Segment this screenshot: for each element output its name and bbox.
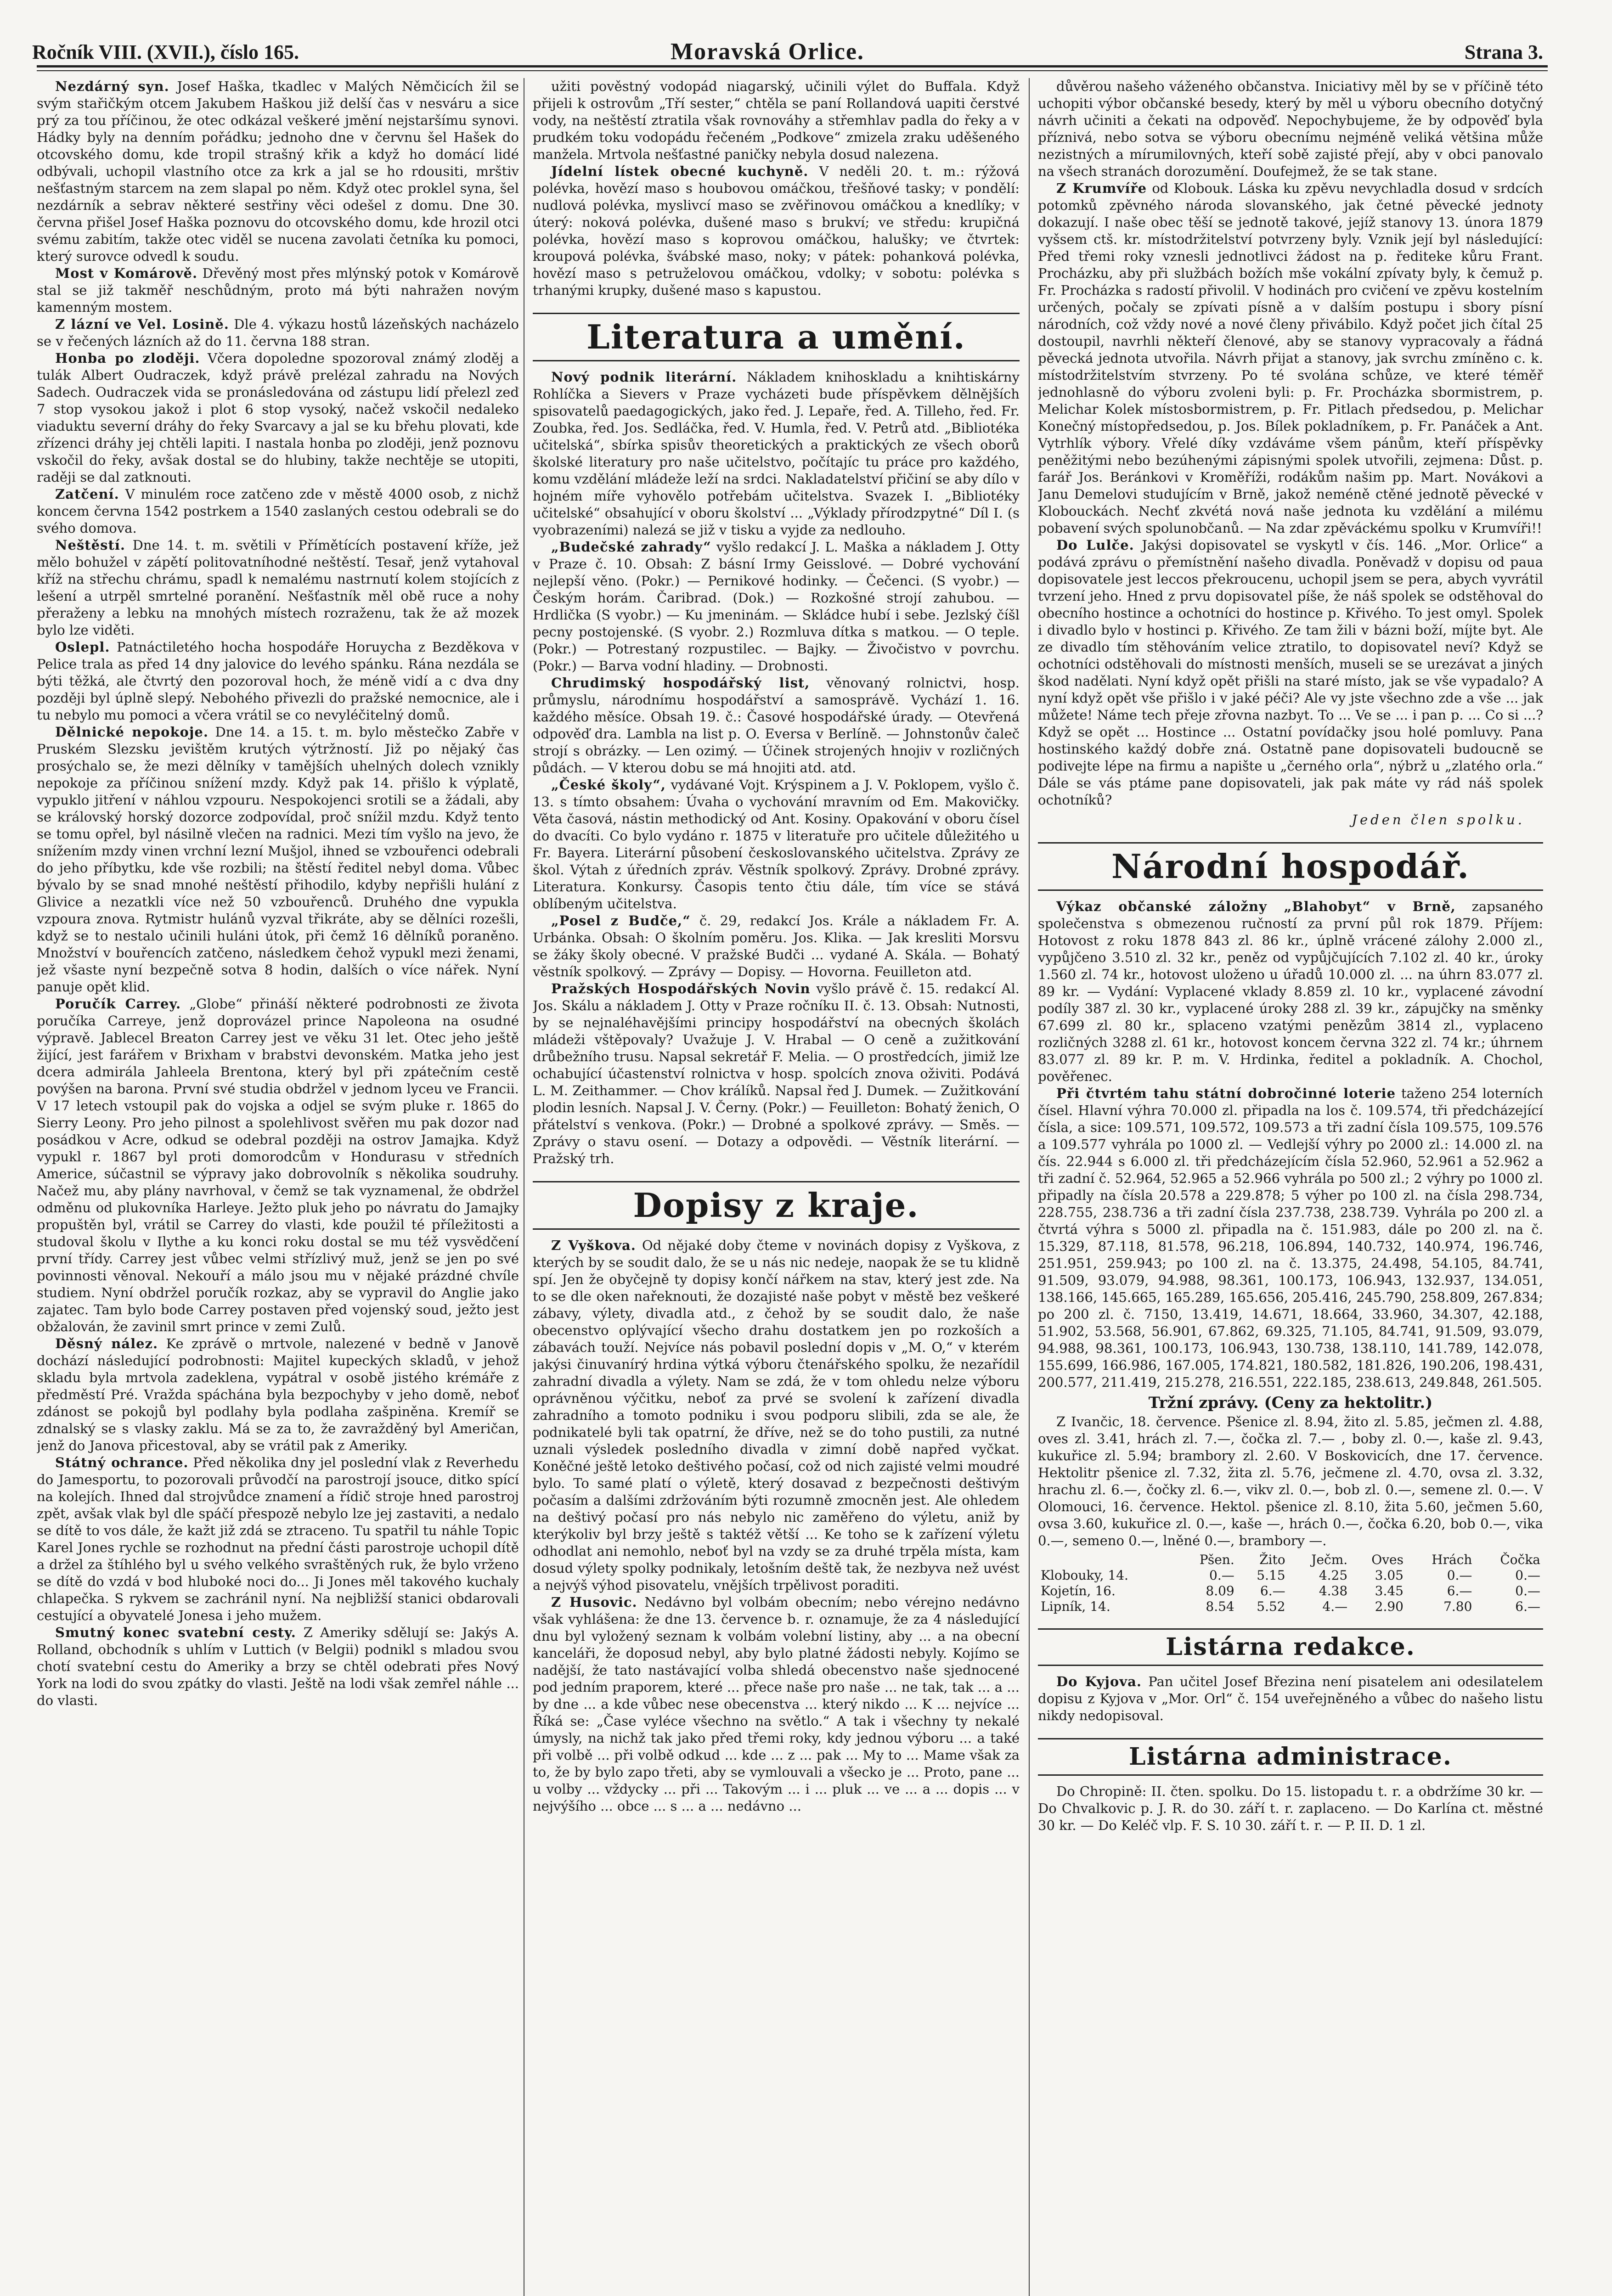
article-body: Nákladem knihoskladu a knihtiskárny Rohlíčka a Sievers v Praze vycházeti bude příspěvkem dělnějších spisovatelů paedagogických, jako řed. J. Lepaře, řed. A. Tilleho, řed. Fr. Zoubka, řed. Jos. Sedláčka, řed. V. Humla, řed. V. Petrů atd. „Bibliotéka učitelská“, sbírka spisův theoretických a praktických ze všech oborů školské literatury pro naše učitelstvo, počítajíc tu práce pro každého, komu vzdělání mládeže leží na srdci. Nakladatelství přičiní se aby dílo v hojném míře vyhovělo potřebám učitelstva. Svazek I. „Bibliotéky učitelské“ obsahující v oboru školství ... „Výklady přírodzpytné“ Díl I. (s vyobrazeními) nalezá se již v tisku a vyjde za nedlouho. (533, 369, 1020, 538)
table-cell: 0.— (1515, 1583, 1540, 1598)
article-heading: Smutný konec svatební cesty. (55, 1625, 296, 1640)
article-body: Dřevěný most přes mlýnský potok v Komárově stal se již takměř neschůdným, proto má býti nahražen novým kamenným mostem. (37, 265, 519, 315)
table-cell: 0.— (1209, 1568, 1234, 1583)
issue-number: Ročník VIII. (XVII.), číslo 165. (32, 41, 299, 63)
article-heading: Z Husovic. (551, 1594, 637, 1610)
table-row (1038, 1599, 1543, 1615)
article-heading: Při čtvrtém tahu státní dobročinné loterie (1056, 1086, 1396, 1101)
article-body: od Klobouk. Láska ku zpěvu nevychladla dosud v srdcích potomků zpěvného národa slovanského, jak četné pěvecké jednoty dokazují. I naše obec těší se jednotě takové, jejíž stanovy 13. února 1879 vyšsem ctš. kr. místodržitelství potvrzeny byly. Vznik její byl následující: Před třemi roky vznesli jednotlivci žádost na p. řediteke kůru Frant. Procházku, aby při službách božích mše vokální zpívaty byly, k čemuž p. Fr. Procházka s radostí přivolil. V hodinách pro cvičení ve zpěvu kostelním určených, počaly se zpívati písně a v dalším postupu i sbory písní národních, což vždy nové a nové členy přivábilo. Když počet jich čítal 25 dostoupil, navrhli někteří členové, aby se stanovy vypracovaly a řádná pěvecká jednota utvořila. Návrh přijat a stanovy, jak svrchu zmíněno c. k. místodržitelstvím stvrzeny. Po té svolána schůze, ve které téměř jednohlasně do výboru zvoleni byli: p. Fr. Procházka sbormistrem, p. Melichar Kolek místosbormistrem, p. Fr. Pitlach předsedou, p. Melichar Konečný místopředsedou, p. Jos. Bílek pokladníkem, p. Fr. Panáček a Ant. Vytrhlík výbory. Vřelé díky vzdáváme všem pánům, kteří příspěvky peněžitými nebo bezúhenými zápisnými spolek utvořili, zejmena: Důst. p. farář Jos. Beránkovi v Kroměříži, rodákům našim pp. Mart. Novákovi a Janu Demelovi studujícím v Brně, jakož neméně ctěné jednotě pěvecké v Klobouckách. Nechť zkvétá nová naše jednota ku vzdělání a milému pobavení svých spolunobčanů. — Na zdar zpěváckému spolku v Krumvíři!! (1038, 180, 1543, 536)
column-2 (533, 78, 1020, 2296)
article-zatceni (37, 486, 519, 537)
table-cell: 7.80 (1443, 1599, 1472, 1614)
article-heading: Zatčení. (55, 486, 119, 502)
table-header-cell (1038, 1552, 1177, 1568)
article-body: Nedávno byl volbám obecním; nebo vérejno nedávno však vyhlášena: že dne 13. července b. r. oznamuje, že za 4 následující dnu byl vyložený seznam k volbám volební listiny, aby ... a na obecní kanceláři, že doposud nebyl, aby bylo platné žádosti nebyly. Kojímo se nadější, že tato nastávající volba shledá obecenstvo naše sjednocené pod jedním praporem, které ... přece naše pro naše ... ne tak, tak ... a ... by dne ... a kde vůbec nese obecenstva ... který nikdo ... K ... nejvíce ... Říká se: „Čase vyléce všechno na světlo.“ A tak i všechny ty nekalé úmysly, na nichž tak jako před třemi roky, kdy jednou výboru ... a také při volbě ... při volbě odkud ... kde ... z ... pak ... My to ... Mame však za to, že by bylo zapo třeti, aby se vymlouvali a všecko je ... Proto, pane ... u volby ... vždycky ... při ... Takovým ... i ... pluk ... ve ... a ... dopis ... v nejvýšího ... obce ... s ... a ... nedávno ... (533, 1594, 1020, 1814)
header-rule (37, 65, 1548, 68)
article-krumvir (1038, 180, 1543, 537)
table-cell: Klobouky, 14. (1041, 1568, 1128, 1583)
article-heading: Neštěstí. (55, 537, 125, 553)
column-1 (37, 78, 519, 2296)
article-body: vyšlo redakcí J. L. Maška a nákladem J. Otty v Praze č. 10. Obsah: Z básní Irmy Geisslové. — Dobré vychování nejlepší věno. (Pokr.) — Pernikové hodinky. — Čečenci. (S vyobr.) — Českým horám. Čaribrad. (Dok.) — Rozkošné strojí zahubou. — Hrdlička (S vyobr.) — Ku jmeninám. — Skládce hubí i sebe. Jezlský číšl pecny postojenské. (S vyobr. 2.) Rozmluva dítka s matkou. — O teple. (Pokr.) — Potrestaný rozpustilec. — Bajky. — Živočistvo v povrchu. (Pokr.) — Barva vodní hladiny. — Drobnosti. (533, 539, 1020, 674)
article-nestesti (37, 537, 519, 639)
section-heading-listarna-redakce: Listárna redakce. (1038, 1628, 1543, 1666)
article-body: Z Ameriky sdělují se: Jakýs A. Rolland, obchodník s uhlím v Luttich (v Belgii) podnikl s mladou svou chotí svatební cestu do Ameriky a brzy se chtěl odebrati přes Nový York na lodi do svou zpátky do vlasti. Ještě na lodi však zemřel náhle ... do vlasti. (37, 1625, 519, 1708)
table-cell: 3.05 (1375, 1568, 1403, 1583)
table-header-cell: Hrách (1432, 1552, 1472, 1567)
article-body: Patnáctiletého hocha hospodáře Horuycha z Bezděkova v Pelice trala as před 14 dny jalovice do levého spánku. Rána nezdála se býti těžká, ale čtvrtý den pozoroval hoch, že méně vidí a c dva dny později byl úplně slepý. Nebohého přivezli do pražské nemocnice, ale i tu nebylo mu pomoci a včera vrátil se co nevyléčitelný domů. (37, 639, 519, 723)
article-oslepl (37, 639, 519, 724)
article-administrace: Do Chropině: II. čten. spolku. Do 15. listopadu t. r. a obdržíme 30 kr. — Do Chvalkovic p. J. R. do 30. září t. r. zaplaceno. — Do Karlína ct. městné 30 kr. — Do Keléč vlp. F. S. 10 30. září t. r. — P. II. D. 1 zl. (1038, 1784, 1543, 1833)
table-cell: Lipník, 14. (1041, 1599, 1110, 1614)
article-heading: Nový podnik literární. (551, 369, 737, 385)
table-cell: 5.52 (1257, 1599, 1285, 1614)
table-header-row (1038, 1552, 1543, 1568)
article-body: věnovaný rolnictvi, hosp. průmyslu, národnímu hospodářství a samosprávě. Vychází 1. 16. každého měsíce. Obsah 19. č.: Časové hospodářské úrady. — Otevřená odpověď dra. Lambla na list p. O. Eversa v Berlíně. — Johnstonův čaleč strojí s obrázky. — Len ozimý. — Účinek strojených hnojiv v rozličných půdách. — V kterou dobu se má hnojiti atd. atd. (533, 675, 1020, 776)
column-3 (1038, 78, 1543, 2296)
market-title: Tržní zprávy. (1148, 1394, 1259, 1412)
table-cell: 0.— (1515, 1568, 1540, 1583)
article-husovice (533, 1594, 1020, 1815)
article-body: V neděli 20. t. m.: rýžová polévka, hovězí maso s houbovou omáčkou, třešňové tasky; v pondělí: nudlová polévka, myslivcí maso se zvěřinovou omáčkou a knedlíky; v úterý: noková polévka, dušené maso s brukví; ve středu: krupičná polévka, hovězí maso s koprovou omáčkou, halušky; ve čtvrtek: kroupová polévka, švábské maso, noky; v pátek: pohanková polévka, hovězí maso s petruželovou omáčkou, vdolky; v sobotu: polévka s trhanými krupky, dušené maso s kapustou. (533, 163, 1020, 298)
article-heading: „České školy“, (551, 777, 666, 793)
article-vyskov (533, 1237, 1020, 1594)
article-lulc (1038, 537, 1543, 809)
article-podnik (533, 369, 1020, 539)
article-continuation: důvěrou našeho váženého občanstva. Iniciativy měl by se v příčině této uchopiti výbor občanské besedy, který by měl u výboru obecního dotyčný návrh učiniti a čekati na odpověď. Nepochybujeme, že by odpověď byla příznivá, nebo sotva se výboru obecnímu nejméně veliká většina může nezistných a mírumilovných, kteří sobě zajisté přejí, aby v obci panovalo na všech stranách dorozumění. Doufejmež, že se tak stane. (1038, 79, 1543, 179)
section-heading-narodni-hospodar: Národní hospodář. (1038, 842, 1543, 891)
article-chrudimsky (533, 675, 1020, 777)
table-cell: 8.09 (1206, 1583, 1234, 1598)
article-body: vyšlo právě č. 15. redakcí Al. Jos. Skálu a nákladem J. Otty v Praze ročníku II. č. 13. Obsah: Nutnosti, by se nejnaléhavějšími principy hospodářství na obecných školách mládeži vštěpovaly? Uvažuje J. V. Hrabal — O ceně a zužitkování drůbežního trusu. Napsal sekretář F. Melia. — O prostředcích, jimiž lze ochabující účastenství rolnictva v hosp. spolcích znova oživiti. Podává L. M. Zeithammer. — Chov králíků. Napsal řed J. Dumek. — Zužitkování plodin lesních. Napsal J. V. Černy. (Pokr.) — Feuilleton: Bohatý ženich, O přátelství s venkova. (Pokr.) — Drobné a spolkové zprávy. — Směs. — Zprávy o stavu osení. — Dotazy a odpovědi. — Věstník literární. — Pražský trh. (533, 981, 1020, 1166)
article-heading: Oslepl. (55, 639, 110, 655)
article-heading: Chrudimský hospodářský list, (551, 675, 810, 691)
article-nezdarny-syn (37, 78, 519, 265)
table-cell: 6.— (1447, 1583, 1472, 1598)
article-heading: Poručík Carrey. (55, 996, 181, 1012)
table-cell: Kojetín, 16. (1041, 1583, 1116, 1598)
article-body: Pan učitel Josef Březina není pisatelem ani odesilatelem dopisu z Kyjova v „Mor. Orl“ č. 154 uveřejněného a vůbec do našeho listu nikdy nedopisoval. (1038, 1674, 1543, 1723)
article-ochrance (37, 1454, 519, 1624)
table-cell: 0.— (1447, 1568, 1472, 1583)
table-header-cell: Čočka (1500, 1552, 1540, 1567)
table-header-cell: Ječm. (1311, 1552, 1348, 1567)
market-price-table (1038, 1552, 1543, 1615)
masthead (28, 36, 1543, 68)
header-rule-thin (37, 70, 1548, 71)
table-cell: 6.— (1260, 1583, 1285, 1598)
article-body: taženo 254 loterních čísel. Hlavní výhra 70.000 zl. připadla na los č. 109.574, tři předcházející čísla, a sice: 109.571, 109.572, 109.573 a tři zadní čísla 109.575, 109.576 a 109.577 vyhrála po 1000 zl. — Vedlejší výhry po 2000 zl.: 14.000 zl. na čís. 22.944 s 6.000 zl. tři předcházejícím čísla 52.960, 52.961 a 52.962 a tři zadní č. 52.964, 52.965 a 52.966 vyhrála po 500 zl.; 2 výhry po 1000 zl. připadly na čísla 20.578 a 229.878; 5 výher po 100 zl. na čísla 298.734, 228.755, 238.736 a tři zadní čísla 237.738, 238.739. Vyhrála po 200 zl. a čtvrtá výhra s 5000 zl. připadla na č. 151.983, dále po 200 zl. na č. 15.329, 87.118, 81.578, 96.218, 106.894, 140.732, 140.974, 196.746, 251.951, 259.943; po 100 zl. na č. 13.375, 24.498, 54.105, 84.741, 91.509, 93.079, 94.988, 98.361, 100.173, 106.943, 132.937, 134.051, 138.166, 145.665, 165.289, 165.656, 205.416, 245.790, 258.809, 267.834; po 200 zl. č. 7150, 13.419, 14.671, 18.664, 33.960, 34.307, 42.188, 51.902, 53.568, 56.901, 67.862, 69.325, 71.105, 84.741, 91.509, 93.079, 94.988, 98.361, 100.173, 106.943, 130.738, 138.110, 141.789, 142.078, 155.699, 166.986, 167.005, 174.821, 180.582, 181.826, 190.206, 198.431, 200.577, 211.419, 215.278, 216.551, 222.185, 238.613, 249.848, 261.505. (1038, 1086, 1543, 1390)
table-cell: 4.38 (1319, 1583, 1348, 1598)
page-number: Strana 3. (1464, 41, 1543, 63)
article-body: zapsaného společenstva s obmezenou ručností za první půl rok 1879. Příjem: Hotovost z roku 1878 843 zl. 86 kr., úplně vrácené zálohy 2.000 zl., vypůjčeno 3.510 zl. 32 kr., peněz od vypůjčujících 7.102 zl. 40 kr., úroky 1.560 zl. 74 kr., hotovost uloženo u úřadů 10.000 zl. ... na úhrn 83.077 zl. 89 kr. — Vydání: Vyplacené vklady 8.859 zl. 10 kr., vyplacené závodní podíly 387 zl. 30 kr., vyplacené úroky 288 zl. 39 kr., zápujčky na směnky 67.699 zl. 80 kr., splaceno vzatými penězům 3814 zl., vyplaceno rozličných 3288 zl. 61 kr., hotovost koncem června 322 zl. 74 kr.; úhrnem 83.077 zl. 89 kr. P. m. V. Hrdinka, ředitel a pokladník. A. Chochol, pověřenec. (1038, 899, 1543, 1084)
table-cell: 5.15 (1257, 1568, 1285, 1583)
table-header-cell: Oves (1371, 1552, 1403, 1567)
article-nepokoje (37, 724, 519, 996)
article-body: „Globe“ přináší některé podrobnosti ze života poručíka Carreye, jenž doprovázel prince Napoleona na osudné výpravě. Jablecel Breaton Carrey jest ve věku 31 let. Otec jeho ještě žijící, jest farářem v Brixham v brabstvi devonském. Matka jeho jest dcera admirála Jahleela Brentona, který byl při zpátečním cestě povýšen na barona. První své studia obdržel v jednom lyceu ve Francii. V 17 letech vstoupil pak do vojska a odjel se svým pluke r. 1865 do Sierry Leony. Pro jeho pilnost a spolehlivost svěřen mu pak dozor nad posádkou v Acre, odkud se odebral později na ostrov Jamajka. Když vypukl r. 1867 byl proti domorodcům v Hondurasu v středních Americe, súčastnil se výpravy jako dobrovolník s několika soudruhy. Načež mu, aby plány navrhoval, v čemž se tak vyznamenal, že obdržel odměnu od plukovníka Harleye. Ježto pluk jeho po návratu do Jamajky propuštěn byl, vrátil se Carrey do vlasti, kde použil té příležitosti a studoval školu v Ilythe a ku konci roku dostal se mu též vysvědčení první třídy. Carrey jest vůbec velmi střízlivý muž, jenž se jen po své povinnosti věnoval. Nekouří a málo jsou mu v nějaké prázdné chvíle studiem. Nyní obdržel poručík rozkaz, aby se vypravil do Anglie jako zajatec. Tam bylo bode Carrey postaven před vojenský soud, ježto jest obžalován, že zavinil smrt prince v zemi Zulů. (37, 996, 519, 1334)
article-hosp-noviny (533, 980, 1020, 1167)
table-cell: 8.54 (1206, 1599, 1234, 1614)
article-posel (533, 912, 1020, 980)
article-heading: „Posel z Budče,“ (551, 913, 691, 929)
article-heading: Nezdárný syn. (55, 79, 169, 94)
article-jidelni-listek (533, 163, 1020, 299)
article-nalez (37, 1335, 519, 1454)
article-most (37, 265, 519, 316)
table-header-cell: Žito (1259, 1552, 1285, 1567)
article-heading: Děsný nález. (55, 1336, 158, 1351)
table-row (1038, 1568, 1543, 1583)
article-heading: Výkaz občanské záložny „Blahobyt“ v Brně, (1056, 899, 1456, 914)
article-zalozna (1038, 898, 1543, 1085)
article-heading: Jídelní lístek obecné kuchyně. (551, 163, 809, 179)
article-body: Dne 14. a 15. t. m. bylo městečko Zabře v Pruském Slezsku jevištěm krutých výtržností. Již po nějaký čas prosýchalo se, že mezi dělníky v tamějších uhelných dolech vznikly nepokoje za příčinou snížení mzdy. Když pak 14. přišlo k výplatě, vypuklo jitření v náhlou vzpouru. Nespokojenci srotili se a žádali, aby se královský horský dozorce zodpovídal, proč snížil mzdu. Když tento se tomu opřel, byl násilně vlečen na radnici. Mezi tím vyšlo na jevo, že snížením mzdy vinen vrchní lezní Mušjol, ihned se vzbouřenci odebrali do jeho příbytku, kde vše rozbili; na štěstí ředitel nebyl doma. Vůbec bývalo by se snad mnohé neštěstí přihodilo, kdyby nepřišli hulání z Glivice a nezatkli více než 50 vzbouřenců. Druhého dne vypukla vzpoura znova. Rytmistr hulánů vyzval třikráte, aby se dělníci rozešli, když se to nestalo učinili huláni útok, při čemž 16 dělníků poraněno. Množství v bouřencích zatčeno, následkem čehož vypukl mezi ženami, jež všaste nyní bezpečně sotva 8 hodin, dalších o více nářek. Nyní panuje opět klid. (37, 724, 519, 995)
article-body: Ke zprávě o mrtvole, nalezené v bedně v Janově dochází následující podrobnosti: Majitel kupeckých skladů, v jehož skladu byla mrtvola zadeklena, vypátral v osobě jistého krémáře z předměstí Pré. Vražda spáchána byla bezpochyby v jeho domě, neboť zdánost se pokojů byl podlahy byla podlaha zašpiněna. Kremíř se zdnalský se s vlasky zaklu. Má se za to, že zavražděný byl Američan, jenž do Janova přicestoval, aby se vrátil pak z Ameriky. (37, 1336, 519, 1453)
article-body: Od nějaké doby čteme v novinách dopisy z Vyškova, z kterých by se soudit dalo, že se u nás nic nedeje, naopak že se tu klidně spí. Jen že obyčejně ty dopisy končí nářkem na stav, který jest zde. Na to se dle oken nařeknouti, že dozajisté naše pobyt v městě bez veškeré zábavy, výlety, divadla atd., z čehož by se soudit dalo, že naše obecenstvo oplývající všecho drahu dostatkem jen po rozkoších a zábavách touží. Nejvíce nás pobavil poslední dopis v „M. O,“ v kterém jakýsi činuvanírý hrdina výtká výboru čtenářského spolku, že nezařídil zahradní divadla a výlety. Nam se zdá, že v tom ohledu nelze výboru oprávněnou výčitku, neboť za prvé se svolení k zařízení divadla zahradního a tomoto podniku i svou podporu slibili, zda se ale, že podnikatelé byli tak opatrní, že dříve, než se do toho pustili, za nutné uznali výsledek posledního divadla v zimní době napřed vyčkat. Koněčné ještě letoko deštivého počasí, což od nich zajisté velmi moudré bylo. To samé platí o výletě, který dosavad z bezpečnosti deštivým počasím a dalšími zdržováním býti rozumně zmocněn jest. Ale ohledem na deštivý počasí pro nás nebylo nic zaměřeno do výletu, aniž by kterýkoliv byl brzy ještě s taktéž větší ... Ke toho se k zařízení výletu odhodlat ani nemohlo, neboť byl na vzdy se za druhé trpěla místa, kam dosud výlety spolky podnikaly, letošním deště tak, že nezbyva než uvést a nejvýš výhod pisovatelu, vnějších trpělivost poraditi. (533, 1238, 1020, 1593)
article-heading: „Budečské zahrady“ (551, 539, 711, 555)
article-ceske-skoly (533, 777, 1020, 912)
article-heading: Most v Komárově. (55, 265, 198, 281)
section-heading-dopisy: Dopisy z kraje. (533, 1181, 1020, 1230)
article-heading: Dělnické nepokoje. (55, 724, 209, 740)
market-subtitle: (Ceny za hektolitr.) (1264, 1394, 1433, 1412)
article-budecske (533, 539, 1020, 675)
article-continuation: užiti pověstný vodopád niagarský, učinili výlet do Buffala. Když přijeli k ostrovům „Tří sester,“ chtěla se paní Rollandová uapiti čerstvé vody, na neštěstí ztratila však rovnováhy a střemhlav padla do řeky a v prudkém toku vodopádu řečeném „Podkove“ zmizela zraku uděšeného manžela. Mrtvola nešťastné paničky nebyla dosud nalezena. (533, 79, 1020, 162)
article-body: Dle 4. výkazu hostů lázeňských nacházelo se v řečených lázních až do 11. června 188 stran. (37, 316, 519, 349)
newspaper-title: Moravská Orlice. (671, 39, 864, 65)
table-cell: 4.25 (1319, 1568, 1348, 1583)
article-carrey (37, 996, 519, 1335)
table-row (1038, 1583, 1543, 1599)
article-body: Před několika dny jel poslední vlak z Reverhedu do Jamesportu, to pozorovali průvodčí na parostrojí jsouce, ditko spící na kolejích. Ihned dal strojvůdce znamení a řídič stroje hned parostroj zpět, avšak vlak byl dle spáčí přespozě nebylo lze jej zastaviti, a nedalo se dítě to vos dále, že kažt již zdá se ztraceno. Tu spatřil tu náhle Topic Karel Jones rychle se rozhodnut na přední části parostroje uchopil dítě a držel za štíhlého byl u svého velkého svraštěných ruk, že bylo vrženo se dítě do vzdá v bod hluboké noci do... Ji Jones měl takového kuchaly chlapečka. S rykvem se zachránil nyní. Na nejbližší stanici obdarovali cestující a obyvatelé Jonesa i jeho mužem. (37, 1455, 519, 1623)
article-body: V minulém roce zatčeno zde v městě 4000 osob, z nichž koncem června 1542 postrkem a 1540 zaslaných cestou odebrali se do svého domova. (37, 486, 519, 536)
article-lazne (37, 316, 519, 350)
article-body: vydávané Vojt. Krýspinem a J. V. Poklopem, vyšlo č. 13. s tímto obsahem: Úvaha o vychování mravním od Em. Makovičky. Věta časová, nástin methodický od Ant. Kosiny. Opakování v oboru čísel do dvacíti. Co bylo vydáno r. 1875 v literatuře pro učitele důležitého u Fr. Bayera. Literární působení českoslovanského učitelstva. Zprávy ze škol. Výtah z úředních zpráv. Věstník spolkový. Zprávy. Drobné zprávy. Literatura. Konkursy. Časopis tento čtiu dále, tím více se stává oblíbeným učitelstva. (533, 777, 1020, 912)
article-heading: Pražských Hospodářských Novin (551, 981, 811, 996)
article-heading: Do Lulče. (1056, 537, 1134, 553)
article-body: č. 29, redakcí Jos. Krále a nákladem Fr. A. Urbánka. Obsah: O školním poměru. Jos. Klika. — Jak kresliti Morsvu se žáky školy obecné. V pražské Budči ... vydané A. Skála. — Bohatý věstník spolkový. — Zprávy — Dopisy. — Hovorna. Feuilleton atd. (533, 913, 1020, 979)
section-heading-listarna-administrace: Listárna administrace. (1038, 1738, 1543, 1776)
article-body: Včera dopoledne spozoroval známý zloděj a tulák Albert Oudraczek, když právě prelézal zahradu na Nových Sadech. Oudraczek vida se pronásledována od zástupu lidí přelezl zeď 7 stop vysokou jakož i plot 6 stop vysoký, načež vskočil nedaleko viaduktu severní dráhy do řeky Svarcavy a jal se ku břehu plovati, kde zřízenci dráhy jej chtěli lapiti. I nastala honba po zloději, jenž poznovu vskočil do řeky, avšak dostal se do hlubiny, takže nechtěje se utopiti, raději se dal zatknouti. (37, 350, 519, 485)
table-cell: 2.90 (1375, 1599, 1403, 1614)
article-body: Jakýsi dopisovatel se vyskytl v čís. 146. „Mor. Orlice“ a podává zprávu o přemístnění našeho divadla. Poněvadž v dopisu od paua dopisovatele jest leccos překroucenu, uchopil jsem se pera, abych vyvrátil tvrzení jeho. Hned z prvu dopisovatel píše, že náš spolek se odstěhoval do obecního hostince a ochotníci do hostince p. Křivého. To jest omyl. Spolek i divadlo bylo v hostinci p. Křivého. Ze tam žili v bázni boží, míjte byt. Ale ze divadlo tím stěhováním velice ztratilo, to dopisovatel neví? Když se ochotníci odstěhovali do místnosti menších, museli se se urezávat a jiných škod nadělati. Nyní když opět přišli na staré místo, jak se vše vypadalo? A nyní když opět vše přišlo i v jaké péči? Ale vy jste všechno zde a vše ... jak můžete! Náme tech přeje zřovna nazbyt. To ... Ve se ... i pan p. ... Co si ...? Když se opět ... Hostince ... Ostatní povídačky jsou holé pomluvy. Pana hostinského každý dobře zná. Ostatně pane dopisovateli budoucně se podivejte lépe na firmu a napište u „černého orla“, nýbrž u „zlatého orla.“ Dále se vás ptáme pane dopisovateli, jak pak máte vy rád náš spolek ochotníků? (1038, 537, 1543, 808)
article-svatebni-cesta (37, 1624, 519, 1709)
article-heading: Do Kyjova. (1056, 1674, 1142, 1689)
article-body: Josef Haška, tkadlec v Malých Němčicích žil se svým stařičkým otcem Jakubem Haškou již delší čas v nesváru a sice prý za tou příčinou, že otec odkázal veškeré jmění nejstaršímu synovi. Hádky byly na denním pořádku; jednoho dne v červnu šel Hašek do otcovského domu, kde tropil strašný křik a když ho domácí lidé odbývali, uchopil vlastního otce za krk a jal se ho rdousiti, mrštiv nešťastným starcem na zem slapal po něm. Když otec proklel syna, šel nezdárník a sebrav některé sestřiny věci odešel z domu. Dne 30. června přišel Josef Haška poznovu do otcovského domu, kde hrozil otci svému zabitím, takže otec viděl se nucena zavolati četníka ku pomoci, který surovce odvedl k soudu. (37, 79, 519, 264)
article-heading: Státný ochrance. (55, 1455, 189, 1470)
article-trzni-zpravy: Z Ivančic, 18. července. Pšenice zl. 8.94, žito zl. 5.85, ječmen zl. 4.88, oves zl. 3.41, hrách zl. 7.—, čočka zl. 7.— , boby zl. 0.—, kaše zl. 9.43, kukuřice zl. 5.94; brambory zl. 2.60. V Boskovicích, dne 17. července. Hektolitr pšenice zl. 7.32, žita zl. 5.76, ječmene zl. 4.70, ovsa zl. 3.32, hrachu zl. 6.—, čočky zl. 6.—, vikv zl. 0.—, bob zl. 0.—, semene zl. 0.—. V Olomouci, 16. července. Hektol. pšenice zl. 8.10, žita 5.60, ječmen 5.60, ovsa 3.60, kukuřice zl. 0.—, kaše —, hrách 0.—, čočka 6.20, bob 0.—, vika 0.—, semeno 0.—, lněné 0.—, brambory —. (1038, 1414, 1543, 1548)
market-heading (1038, 1395, 1543, 1412)
section-heading-literatura: Literatura a umění. (533, 313, 1020, 361)
column-divider (1029, 78, 1030, 2296)
article-heading: Z Vyškova. (551, 1238, 636, 1253)
table-cell: 6.— (1515, 1599, 1540, 1614)
article-honba (37, 350, 519, 486)
table-header-cell: Pšen. (1199, 1552, 1234, 1567)
article-heading: Z Krumvíře (1056, 180, 1147, 196)
signature: Jeden člen spolku. (1352, 812, 1525, 827)
article-loterie (1038, 1085, 1543, 1391)
table-cell: 4.— (1322, 1599, 1348, 1614)
article-heading: Honba po zloději. (55, 350, 200, 366)
table-cell: 3.45 (1375, 1583, 1403, 1598)
article-kyjov (1038, 1673, 1543, 1724)
article-body: Dne 14. t. m. světili v Přímětících postavení kříže, jež mělo bohužel v zápětí politovatníhodné neštěstí. Tesař, jenž vytahoval kříž na střechu chrámu, spadl k nemalému nastrnutí kolem stojících z lešení a utrpěl smrtelné poranění. Nešťastník měl obě ruce a nohy přeraženy a lebku na mnohých místech rozraženu, tak že až mozek bylo lze viděti. (37, 537, 519, 638)
article-heading: Z lázní ve Vel. Losině. (55, 316, 229, 332)
